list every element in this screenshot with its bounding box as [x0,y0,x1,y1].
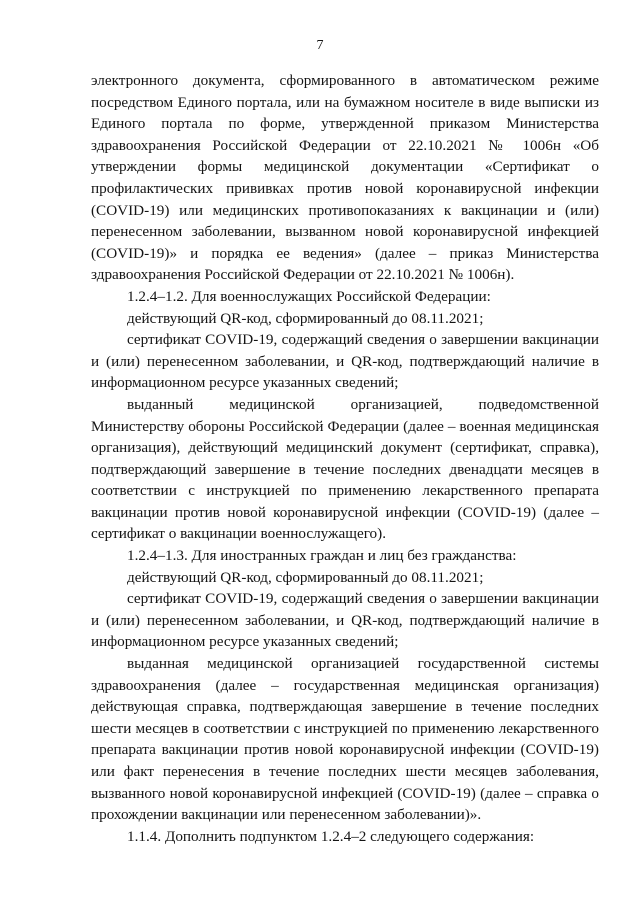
paragraph-list-item: действующий QR-код, сформированный до 08.11.2021; [127,568,484,586]
paragraph-section-heading: 1.2.4–1.3. Для иностранных граждан и лиц без гражданства: [127,547,517,565]
page-number: 7 [316,38,324,53]
paragraph-list-item: действующий QR-код, сформированный до 08.11.2021; [127,309,484,327]
paragraph-list-item: сертификат COVID-19, содержащий сведения о завершении вакцинации и (или) перенесенном заболевании, и QR-код, подтверждающий наличие в информационном ресурсе указанных сведений; [91,331,599,392]
paragraph-continuation: электронного документа, сформированного в автоматическом режиме посредством Единого портала, или на бумажном носителе в виде выписки из Единого портала по форме, утвержденной приказом Министерства здравоохранения Российской Федерации от 22.10.2021 № 1006н «Об утверждении формы медицинской документации «Сертификат о профилактических прививках против новой коронавирусной инфекции (COVID-19) или медицинских противопоказаниях к вакцинации и (или) перенесенном заболевании, вызванном новой коронавирусной инфекцией (COVID-19)» и порядка ее ведения» (далее – приказ Министерства здравоохранения Российской Федерации от 22.10.2021 № 1006н). [91,72,599,284]
paragraph-section-heading: 1.1.4. Дополнить подпунктом 1.2.4–2 следующего содержания: [127,827,535,845]
paragraph-list-item: сертификат COVID-19, содержащий сведения о завершении вакцинации и (или) перенесенном заболевании, и QR-код, подтверждающий наличие в информационном ресурсе указанных сведений; [91,590,599,651]
document-body [91,70,599,847]
paragraph-list-item: выданная медицинской организацией государственной системы здравоохранения (далее – государственная медицинская организация) действующая справка, подтверждающая завершение в течение последних шести месяцев в соответствии с инструкцией по применению лекарственного препарата вакцинации против новой коронавирусной инфекции (COVID-19) или факт перенесения в течение последних шести месяцев заболевания, вызванного новой коронавирусной инфекцией (COVID-19) (далее – справка о прохождении вакцинации или перенесенном заболевании)». [91,655,599,824]
paragraph-list-item: выданный медицинской организацией, подведомственной Министерству обороны Российской Федерации (далее – военная медицинская организация), действующий медицинский документ (сертификат, справка), подтверждающий завершение в течение последних двенадцати месяцев в соответствии с инструкцией по применению лекарственного препарата вакцинации против новой коронавирусной инфекции (COVID-19) (далее – сертификат о вакцинации военнослужащего). [91,395,599,543]
paragraph-section-heading: 1.2.4–1.2. Для военнослужащих Российской Федерации: [127,287,491,305]
